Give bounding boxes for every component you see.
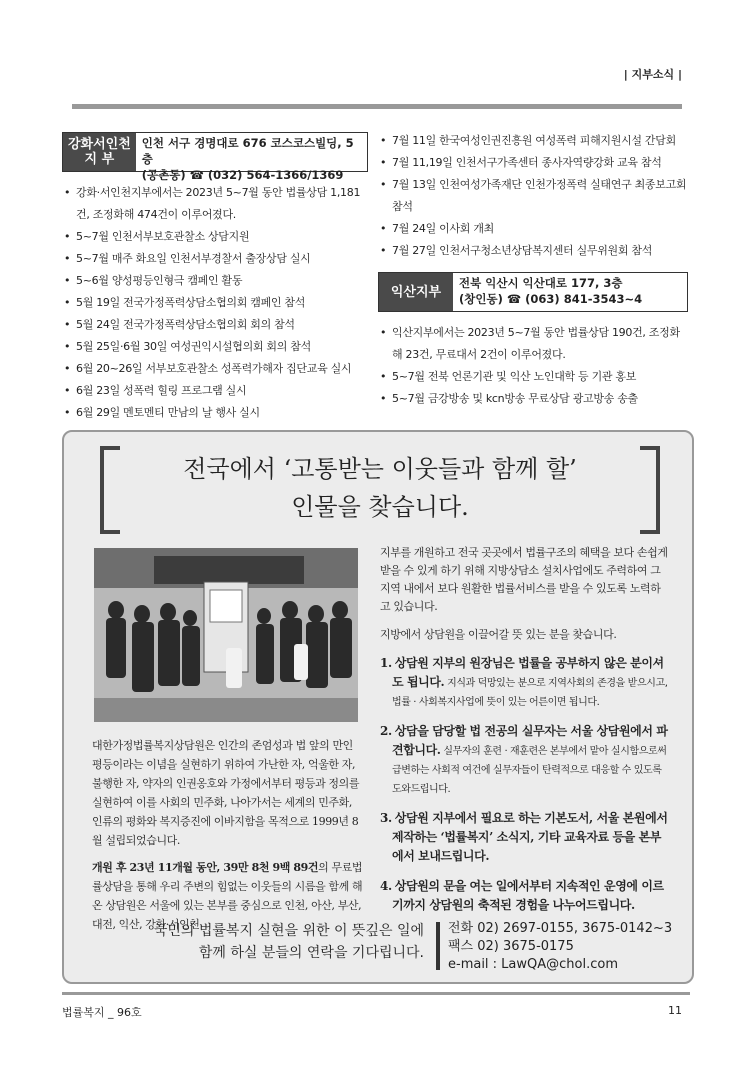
list-item: • 5월 25일·6월 30일 여성권익시설협의회 회의 참석	[62, 336, 368, 358]
title-line2: 인물을 찾습니다.	[291, 493, 469, 521]
incheon-branch-address	[136, 133, 367, 182]
list-item: • 7월 11,19일 인천서구가족센터 종사자역량강화 교육 참석	[378, 152, 688, 174]
recruit-details	[380, 544, 670, 926]
point-bold: 상담원의 문을 여는 일에서부터 지속적인 운영에 이르기까지 상담원의 축적된 경험을 나누어드립니다.	[392, 879, 664, 912]
incheon-activity-list-cont	[378, 130, 688, 262]
contact-info	[448, 920, 672, 974]
list-item: • 5~7월 금강방송 및 kcn방송 무료상담 광고방송 송출	[378, 388, 688, 410]
iksan-branch-header	[378, 272, 688, 312]
right-bracket	[640, 446, 660, 534]
point-item	[380, 877, 670, 916]
list-item: • 7월 11일 한국여성인권진흥원 여성폭력 피해지원시설 간담회	[378, 130, 688, 152]
branch-name-line2: 지 부	[84, 152, 115, 167]
list-item: • 6월 23일 성폭력 힐링 프로그램 실시	[62, 380, 368, 402]
address-line1: 전북 익산시 익산대로 177, 3층	[459, 276, 623, 290]
list-item: • 5~6월 양성평등인형극 캠페인 활동	[62, 270, 368, 292]
details-paragraph: 지부를 개원하고 전국 곳곳에서 법률구조의 혜택을 보다 손쉽게 받을 수 있게 하기 위해 지방상담소 설치사업에도 주력하여 그 지역 내에서 보다 원활한 법률서비스를 받을 수 있도록 노력하고 있습니다.	[380, 546, 668, 613]
recruit-title	[100, 446, 660, 526]
point-item	[380, 654, 670, 712]
iksan-branch-name: 익산지부	[379, 273, 453, 311]
list-item: • 익산지부에서는 2023년 5~7월 동안 법률상담 190건, 조정화해 23건, 무료대서 2건이 이루어졌다.	[378, 322, 688, 366]
point-bold: 상담을 담당할 법 전공의 실무자는 서울 상담원에서 파견합니다.	[392, 724, 668, 757]
list-item: • 6월 20~26일 서부보호관찰소 성폭력가해자 집단교육 실시	[62, 358, 368, 380]
details-paragraph-2: 지방에서 상담원을 이끌어갈 뜻 있는 분을 찾습니다.	[380, 628, 617, 641]
list-item: • 7월 24일 이사회 개최	[378, 218, 688, 240]
list-item: • 7월 13일 인천여성가족재단 인천가정폭력 실태연구 최종보고회 참석	[378, 174, 688, 218]
list-item: • 5월 24일 전국가정폭력상담소협의회 회의 참석	[62, 314, 368, 336]
point-rest: 실무자의 훈련 · 재훈련은 본부에서 맡아 실시함으로써 급변하는 사회적 여건에 실무자들이 탄력적으로 대응할 수 있도록 도와드립니다.	[392, 746, 667, 795]
bottom-rule	[62, 992, 690, 995]
intro-rest: 의 무료법률상담을 통해 우리 주변의 힘없는 이웃들의 시름을 함께 해온 상담원은 서울에 있는 본부를 중심으로 인천, 아산, 부산, 대전, 익산, 강화·서인천	[92, 861, 363, 931]
list-item: • 5~7월 인천서부보호관찰소 상담지원	[62, 226, 368, 248]
list-item: • 6월 29일 멘토멘티 만남의 날 행사 실시	[62, 402, 368, 424]
point-bold: 상담원 지부의 원장님은 법률을 공부하지 않은 분이셔도 됩니다.	[392, 656, 664, 689]
publication-name: 법률복지 _ 96호	[62, 1006, 142, 1019]
contact-phone: 전화 02) 2697-0155, 3675-0142~3	[448, 921, 673, 936]
list-item: • 5~7월 전북 언론기관 및 익산 노인대학 등 기관 홍보	[378, 366, 688, 388]
point-item	[380, 722, 670, 799]
list-item: • 강화·서인천지부에서는 2023년 5~7월 동안 법률상담 1,181건, 조정화해 474건이 이루어졌다.	[62, 182, 368, 226]
point-number: 1.	[380, 656, 392, 670]
iksan-activity-list	[378, 322, 688, 410]
address-line2: (창인동) ☎ (063) 841-3543~4	[459, 292, 643, 306]
left-bracket	[100, 446, 120, 534]
iksan-branch-address	[453, 273, 648, 311]
page-number: 11	[668, 1004, 682, 1017]
cta-line1: 국민의 법률복지 실현을 위한 이 뜻깊은 일에	[153, 923, 424, 939]
recruit-intro	[92, 736, 364, 942]
right-column	[378, 130, 688, 410]
incheon-branch-section	[62, 132, 368, 424]
point-number: 4.	[380, 879, 392, 893]
intro-paragraph: 대한가정법률복지상담원은 인간의 존엄성과 법 앞의 만인 평등이라는 이념을 실현하기 위하여 가난한 자, 억울한 자, 불행한 자, 약자의 인권옹호와 가정에서부터 평등과 정의를 실현하여 이를 사회의 민주화, 나아가서는 세계의 민주화, 인류의 평화와 복지증진에 이바지함을 목적으로 1999년 8월 설립되었습니다.	[92, 739, 360, 847]
list-item: • 7월 27일 인천서구청소년상담복지센터 실무위원회 참석	[378, 240, 688, 262]
point-number: 3.	[380, 811, 392, 825]
section-label: | 지부소식 |	[623, 68, 682, 81]
top-rule	[72, 104, 682, 109]
cta-line2: 함께 하실 분들의 연락을 기다립니다.	[198, 945, 424, 961]
contact-fax: 팩스 02) 3675-0175	[448, 939, 574, 954]
title-line1: 전국에서 ‘고통받는 이웃들과 함께 할’	[183, 455, 577, 483]
incheon-branch-header	[62, 132, 368, 182]
incheon-activity-list	[62, 182, 368, 424]
recruit-panel	[62, 430, 694, 984]
contact-divider	[436, 922, 440, 970]
contact-email: e-mail : LawQA@chol.com	[448, 957, 619, 972]
branch-name-line1: 강화서인천	[67, 137, 131, 152]
recruit-call-to-action	[94, 920, 424, 964]
list-item: • 5월 19일 전국가정폭력상담소협의회 캠페인 참석	[62, 292, 368, 314]
list-item: • 5~7월 매주 화요일 인천서부경찰서 출장상담 실시	[62, 248, 368, 270]
incheon-branch-name	[63, 133, 136, 171]
point-number: 2.	[380, 724, 392, 738]
intro-highlight: 개원 후 23년 11개월 동안, 39만 8천 9백 89건	[92, 861, 319, 874]
group-photo	[94, 548, 358, 722]
point-item	[380, 809, 670, 867]
group-photo-image	[94, 548, 358, 722]
address-line2: (공촌동) ☎ (032) 564-1366/1369	[141, 168, 344, 182]
recruit-banner	[100, 446, 660, 532]
point-bold: 상담원 지부에서 필요로 하는 기본도서, 서울 본원에서 제작하는 ‘법률복지’ 소식지, 기타 교육자료 등을 본부에서 보내드립니다.	[392, 811, 668, 863]
point-rest: 지식과 덕망있는 분으로 지역사회의 존경을 받으시고, 법률 · 사회복지사업에 뜻이 있는 어른이면 됩니다.	[392, 678, 668, 708]
address-line1: 인천 서구 경명대로 676 코스코스빌딩, 5층	[141, 136, 354, 166]
